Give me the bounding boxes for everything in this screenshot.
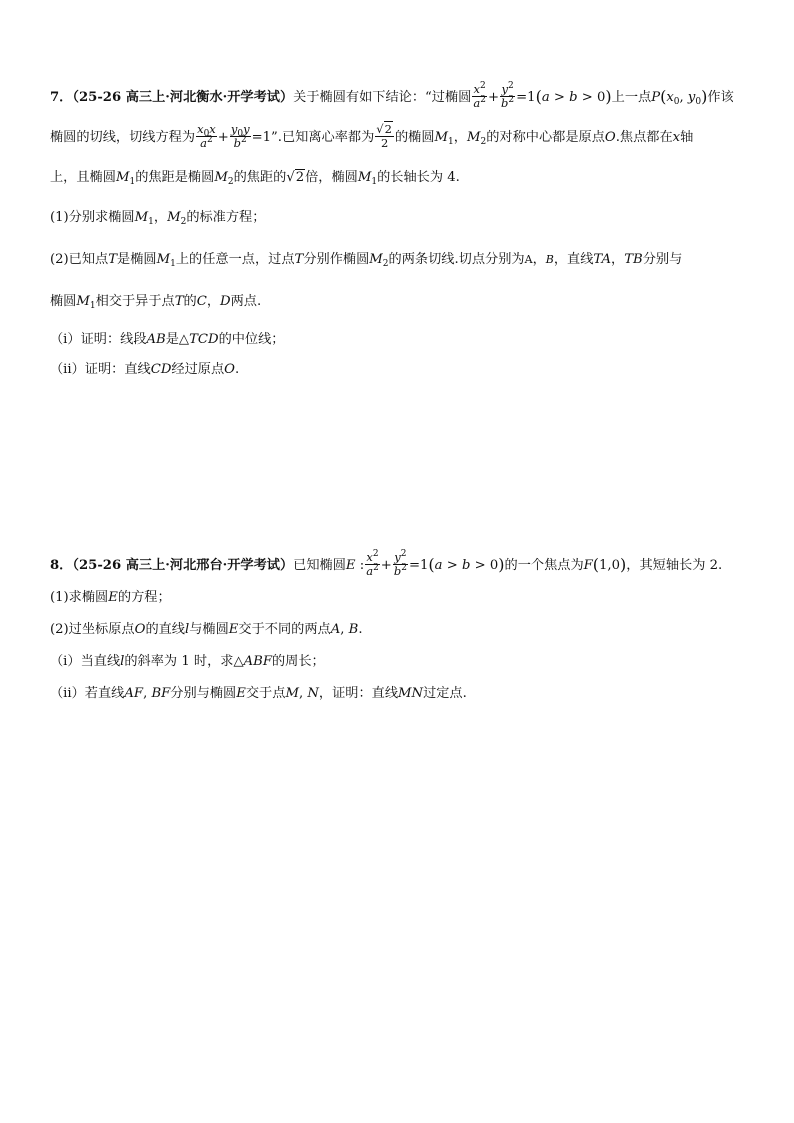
p8-part1-b: 的方程； xyxy=(117,590,171,605)
part2-e: 的两条切线.切点分别为 xyxy=(388,252,525,267)
p8-part2-a: (2)过坐标原点 xyxy=(50,622,135,637)
part2-i: 分别与 xyxy=(642,252,683,267)
part2-h: ， xyxy=(611,252,625,267)
eccentricity-text: ”.已知离心率都为 xyxy=(271,130,375,145)
foci-text: .焦点都在 xyxy=(615,130,673,145)
p8-sub-ii-d: ，证明：直线 xyxy=(318,686,399,701)
problem-7-line-3: 上，且椭圆$M_1$的焦距是椭圆$M_2$的焦距的√2倍，椭圆$M_1$的长轴长为 4. xyxy=(50,170,460,187)
part2-f: ， xyxy=(532,252,546,267)
sub-ii-a: （ii）证明：直线 xyxy=(50,362,151,377)
part2-line2-b: 相交于异于点 xyxy=(95,294,175,309)
text-after-point: 作该 xyxy=(707,90,734,105)
part1-sep: ， xyxy=(153,210,168,225)
problem-8-sub-i: （i）当直线l的斜率为 1 时，求△ABF的周长； xyxy=(50,654,325,669)
problem-7-intro: 关于椭圆有如下结论：“过椭圆 xyxy=(293,90,472,105)
p8-sub-i-c: 的周长； xyxy=(271,654,325,669)
sub-ii-b: 经过原点 xyxy=(171,362,225,377)
part2-line2-a: 椭圆 xyxy=(50,294,77,309)
part2-d: 分别作椭圆 xyxy=(303,252,370,267)
problem-8-part-1: (1)求椭圆E的方程； xyxy=(50,590,171,605)
line3-c: 的焦距的 xyxy=(233,170,287,185)
p8-sub-ii-c: 交于点 xyxy=(245,686,286,701)
part2-a: (2)已知点 xyxy=(50,252,109,267)
p8-focus-end: ，其短轴长为 2. xyxy=(626,558,723,573)
p8-part1: (1)求椭圆 xyxy=(50,590,109,605)
line3-b: 的焦距是椭圆 xyxy=(135,170,215,185)
line3-a: 上，且椭圆 xyxy=(50,170,116,185)
ellipse-frac-x: $\frac{x^2}{a^2}$ xyxy=(473,81,486,110)
p8-after-eq: 的一个焦点为 xyxy=(504,558,584,573)
tangent-prefix: 椭圆的切线，切线方程为 xyxy=(50,130,196,145)
p8-sub-ii-b: 分别与椭圆 xyxy=(170,686,237,701)
p8-sub-ii-a: （ii）若直线 xyxy=(50,686,125,701)
problem-7-source: （25-26 高三上·河北衡水·开学考试） xyxy=(72,90,294,105)
ellipse-frac-y: $\frac{y^2}{b^2}$ xyxy=(501,81,515,110)
part2-b: 是椭圆 xyxy=(117,252,157,267)
sub-i-a: （i）证明：线段 xyxy=(50,332,147,347)
eccentricity-frac: $\frac{√2}{2}$ xyxy=(376,122,392,150)
p8-sub-ii-e: 过定点. xyxy=(423,686,467,701)
line3-e: 的长轴长为 4. xyxy=(377,170,460,185)
axis-text: 轴 xyxy=(680,130,694,145)
problem-7-line-2: 椭圆的切线，切线方程为 $\frac{x_0x}{a^2}$ + $\frac{y_0y}{b^2}$ =1”.已知离心率都为 $\frac{√2}{2}$ 的椭圆$M_1$，$M_2$的对称中心都是原点O.焦点都在x轴 xyxy=(50,122,694,150)
part2-g: ，直线 xyxy=(553,252,594,267)
problem-7-part-1: (1)分别求椭圆$M_1$，$M_2$的标准方程； xyxy=(50,210,266,227)
tangent-frac-y: $\frac{y_0y}{b^2}$ xyxy=(230,122,250,150)
p8-frac-y: $\frac{y^2}{b^2}$ xyxy=(393,549,407,578)
problem-7-number: 7． xyxy=(50,90,73,105)
sep: ， xyxy=(453,130,467,145)
sqrt-2: √2 xyxy=(286,170,305,185)
p8-part2-b: 的直线 xyxy=(145,622,185,637)
p8-part2-e: . xyxy=(358,622,363,637)
problem-8-number: 8． xyxy=(50,558,73,573)
problem-8-part-2: (2)过坐标原点O的直线l与椭圆E交于不同的两点A, B. xyxy=(50,622,363,637)
problem-7-sub-ii: （ii）证明：直线CD经过原点O. xyxy=(50,362,240,377)
p8-part2-d: 交于不同的两点 xyxy=(238,622,331,637)
sub-i-b: 是△ xyxy=(165,332,190,347)
part2-line2-c: 的 xyxy=(183,294,197,309)
problem-7-sub-i: （i）证明：线段AB是△TCD的中位线； xyxy=(50,332,285,347)
sub-i-c: 的中位线； xyxy=(218,332,285,347)
text-after-e: 的椭圆 xyxy=(394,130,435,145)
problem-8-sub-ii: （ii）若直线AF, BF分别与椭圆E交于点M, N，证明：直线MN过定点. xyxy=(50,686,467,701)
problem-8-line-1: 8．（25-26 高三上·河北邢台·开学考试）已知椭圆E : $\frac{x^2}{a^2}$ + $\frac{y^2}{b^2}$ =1(a > b > 0)的一个焦点为F(1,0)，其短轴长为 2. xyxy=(50,549,723,578)
part2-c: 上的任意一点，过点 xyxy=(175,252,295,267)
center-text: 的对称中心都是原点 xyxy=(486,130,605,145)
part1-a: (1)分别求椭圆 xyxy=(50,210,135,225)
p8-frac-x: $\frac{x^2}{a^2}$ xyxy=(366,549,379,578)
problem-8-source: （25-26 高三上·河北邢台·开学考试） xyxy=(72,558,294,573)
part2-line2-e: 两点. xyxy=(230,294,262,309)
sub-ii-c: . xyxy=(234,362,240,377)
p8-sub-i-a: （i）当直线 xyxy=(50,654,121,669)
problem-7-part-2: (2)已知点T是椭圆$M_1$上的任意一点，过点T分别作椭圆$M_2$的两条切线.切点分别为A，B，直线TA，TB分别与 xyxy=(50,252,683,269)
problem-7-line-1: 7．（25-26 高三上·河北衡水·开学考试）关于椭圆有如下结论：“过椭圆 $\frac{x^2}{a^2}$ + $\frac{y^2}{b^2}$ =1(a > b > 0)上一点$P(x_0$, $y_0$)作该 xyxy=(50,81,734,110)
line3-d: 倍，椭圆 xyxy=(305,170,358,185)
p8-part2-c: 与椭圆 xyxy=(189,622,229,637)
part1-b: 的标准方程； xyxy=(186,210,266,225)
tangent-frac-x: $\frac{x_0x}{a^2}$ xyxy=(197,122,216,150)
p8-sub-i-b: 的斜率为 1 时，求△ xyxy=(124,654,244,669)
part2-line2-d: ， xyxy=(206,294,221,309)
text-after-ellipse: 上一点 xyxy=(611,90,652,105)
problem-7-part-2-line-2: 椭圆$M_1$相交于异于点T的C，D两点. xyxy=(50,294,262,311)
p8-intro: 已知椭圆 xyxy=(293,558,346,573)
